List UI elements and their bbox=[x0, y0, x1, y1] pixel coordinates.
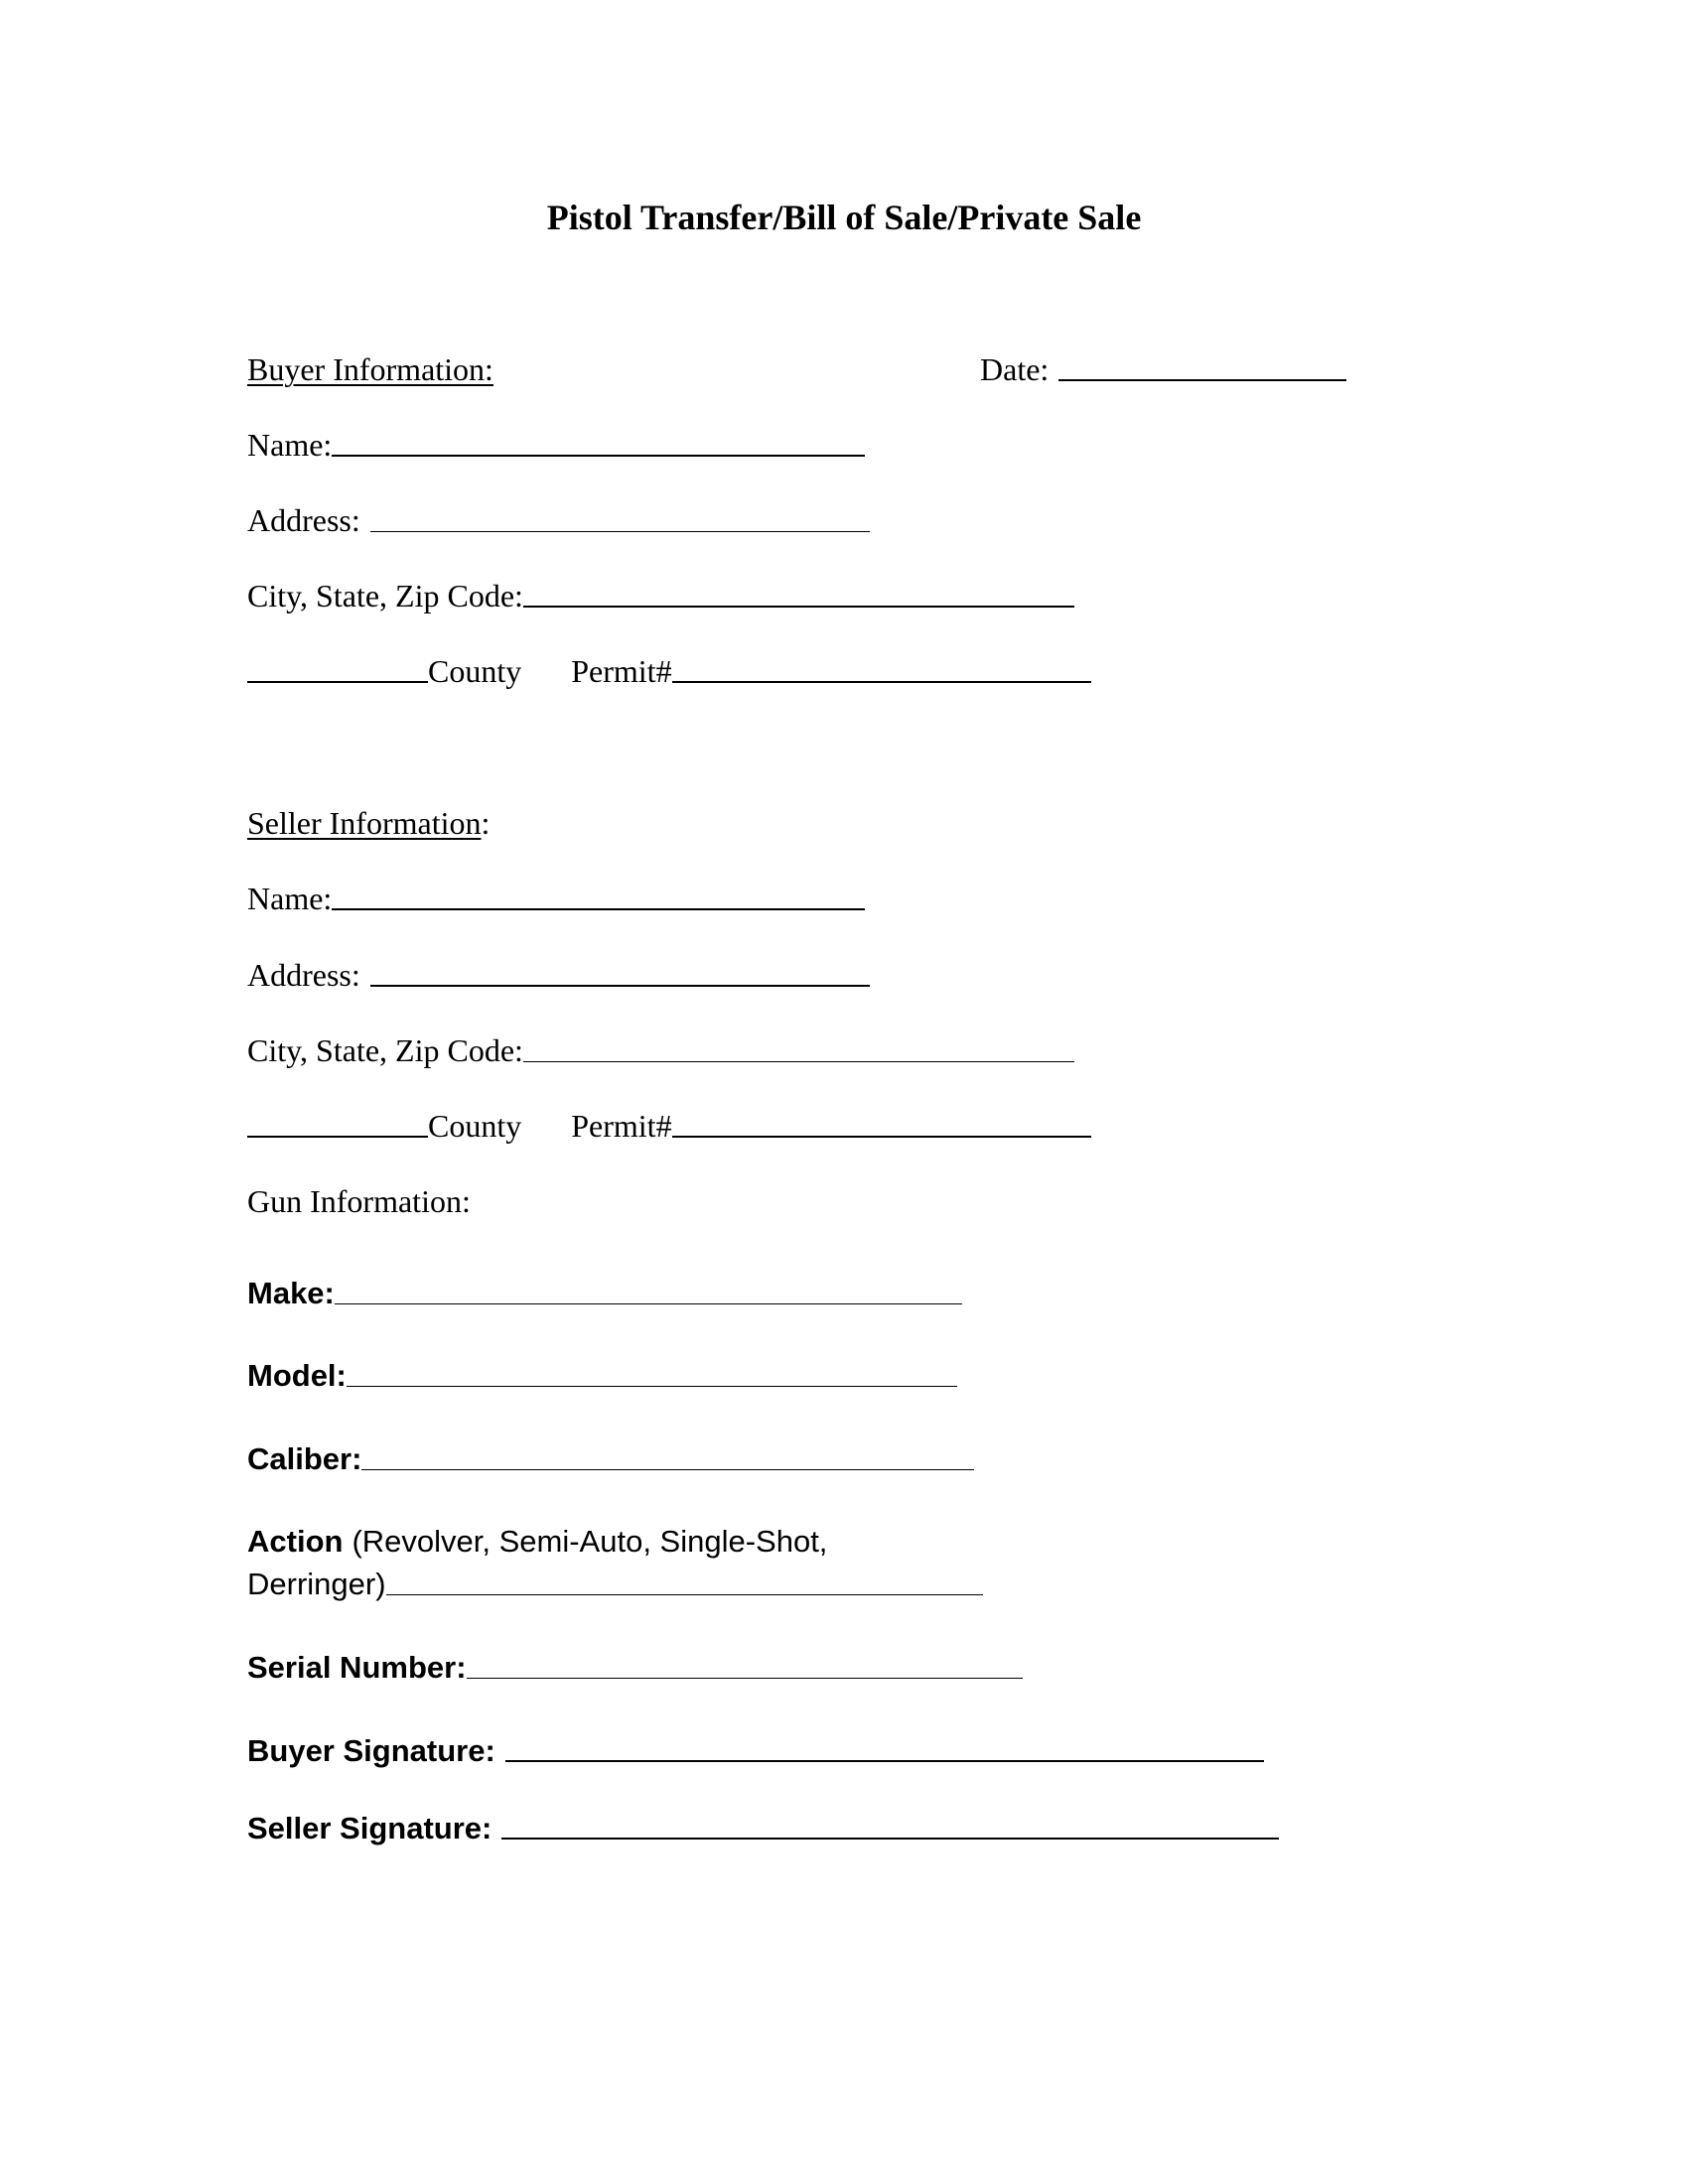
action-label: Action bbox=[247, 1524, 344, 1559]
seller-name-row bbox=[247, 881, 865, 917]
gun-heading: Gun Information: bbox=[247, 1183, 471, 1219]
seller-city-label: City, State, Zip Code: bbox=[247, 1032, 523, 1068]
seller-city-row bbox=[247, 1032, 1074, 1069]
buyer-address-row bbox=[247, 502, 870, 539]
model-row bbox=[247, 1358, 957, 1394]
seller-address-row bbox=[247, 957, 870, 994]
seller-heading-colon: : bbox=[481, 805, 491, 841]
seller-signature-field[interactable] bbox=[501, 1838, 1279, 1840]
make-row bbox=[247, 1276, 962, 1311]
seller-name-field[interactable] bbox=[332, 908, 865, 910]
seller-permit-field[interactable] bbox=[672, 1136, 1091, 1138]
buyer-name-row bbox=[247, 427, 865, 464]
buyer-permit-label: Permit# bbox=[571, 653, 672, 689]
buyer-city-field[interactable] bbox=[523, 606, 1074, 608]
serial-label: Serial Number: bbox=[247, 1650, 467, 1685]
gun-heading-row bbox=[247, 1183, 471, 1220]
action-row-cont bbox=[247, 1567, 983, 1602]
buyer-signature-label: Buyer Signature: bbox=[247, 1733, 495, 1768]
caliber-label: Caliber: bbox=[247, 1441, 362, 1476]
seller-address-field[interactable] bbox=[370, 985, 870, 987]
buyer-county-label: County bbox=[428, 653, 522, 689]
date-field[interactable] bbox=[1058, 379, 1346, 381]
seller-heading: Seller Information bbox=[247, 805, 482, 841]
buyer-address-field[interactable] bbox=[370, 531, 870, 532]
buyer-address-label: Address: bbox=[247, 502, 360, 538]
date-label: Date: bbox=[980, 351, 1050, 387]
serial-field[interactable] bbox=[467, 1678, 1023, 1679]
seller-name-label: Name: bbox=[247, 881, 333, 916]
buyer-permit-field[interactable] bbox=[672, 681, 1091, 683]
buyer-heading: Buyer Information: bbox=[247, 351, 493, 387]
seller-county-field[interactable] bbox=[247, 1136, 428, 1138]
action-field[interactable] bbox=[386, 1594, 983, 1595]
buyer-city-row bbox=[247, 578, 1074, 614]
date-row bbox=[980, 351, 1346, 388]
seller-county-row bbox=[247, 1108, 1091, 1145]
seller-city-field[interactable] bbox=[523, 1061, 1074, 1062]
serial-row bbox=[247, 1650, 1023, 1686]
action-options-cont: Derringer) bbox=[247, 1567, 386, 1601]
action-row bbox=[247, 1524, 827, 1560]
form-title: Pistol Transfer/Bill of Sale/Private Sale bbox=[546, 198, 1142, 237]
make-label: Make: bbox=[247, 1276, 335, 1310]
seller-signature-row bbox=[247, 1811, 1279, 1846]
buyer-signature-row bbox=[247, 1733, 1264, 1769]
model-field[interactable] bbox=[347, 1386, 957, 1387]
action-options: (Revolver, Semi-Auto, Single-Shot, bbox=[352, 1524, 828, 1559]
buyer-signature-field[interactable] bbox=[505, 1760, 1264, 1762]
seller-signature-label: Seller Signature: bbox=[247, 1811, 492, 1845]
make-field[interactable] bbox=[335, 1303, 962, 1304]
buyer-county-field[interactable] bbox=[247, 681, 428, 683]
buyer-name-label: Name: bbox=[247, 427, 333, 463]
buyer-heading-row bbox=[247, 351, 493, 388]
model-label: Model: bbox=[247, 1358, 347, 1393]
seller-heading-row bbox=[247, 805, 490, 842]
buyer-county-row bbox=[247, 653, 1091, 690]
seller-permit-label: Permit# bbox=[571, 1108, 672, 1144]
buyer-name-field[interactable] bbox=[332, 455, 865, 457]
seller-county-label: County bbox=[428, 1108, 522, 1144]
seller-address-label: Address: bbox=[247, 957, 360, 993]
caliber-field[interactable] bbox=[361, 1469, 974, 1470]
buyer-city-label: City, State, Zip Code: bbox=[247, 578, 523, 614]
caliber-row bbox=[247, 1441, 974, 1477]
